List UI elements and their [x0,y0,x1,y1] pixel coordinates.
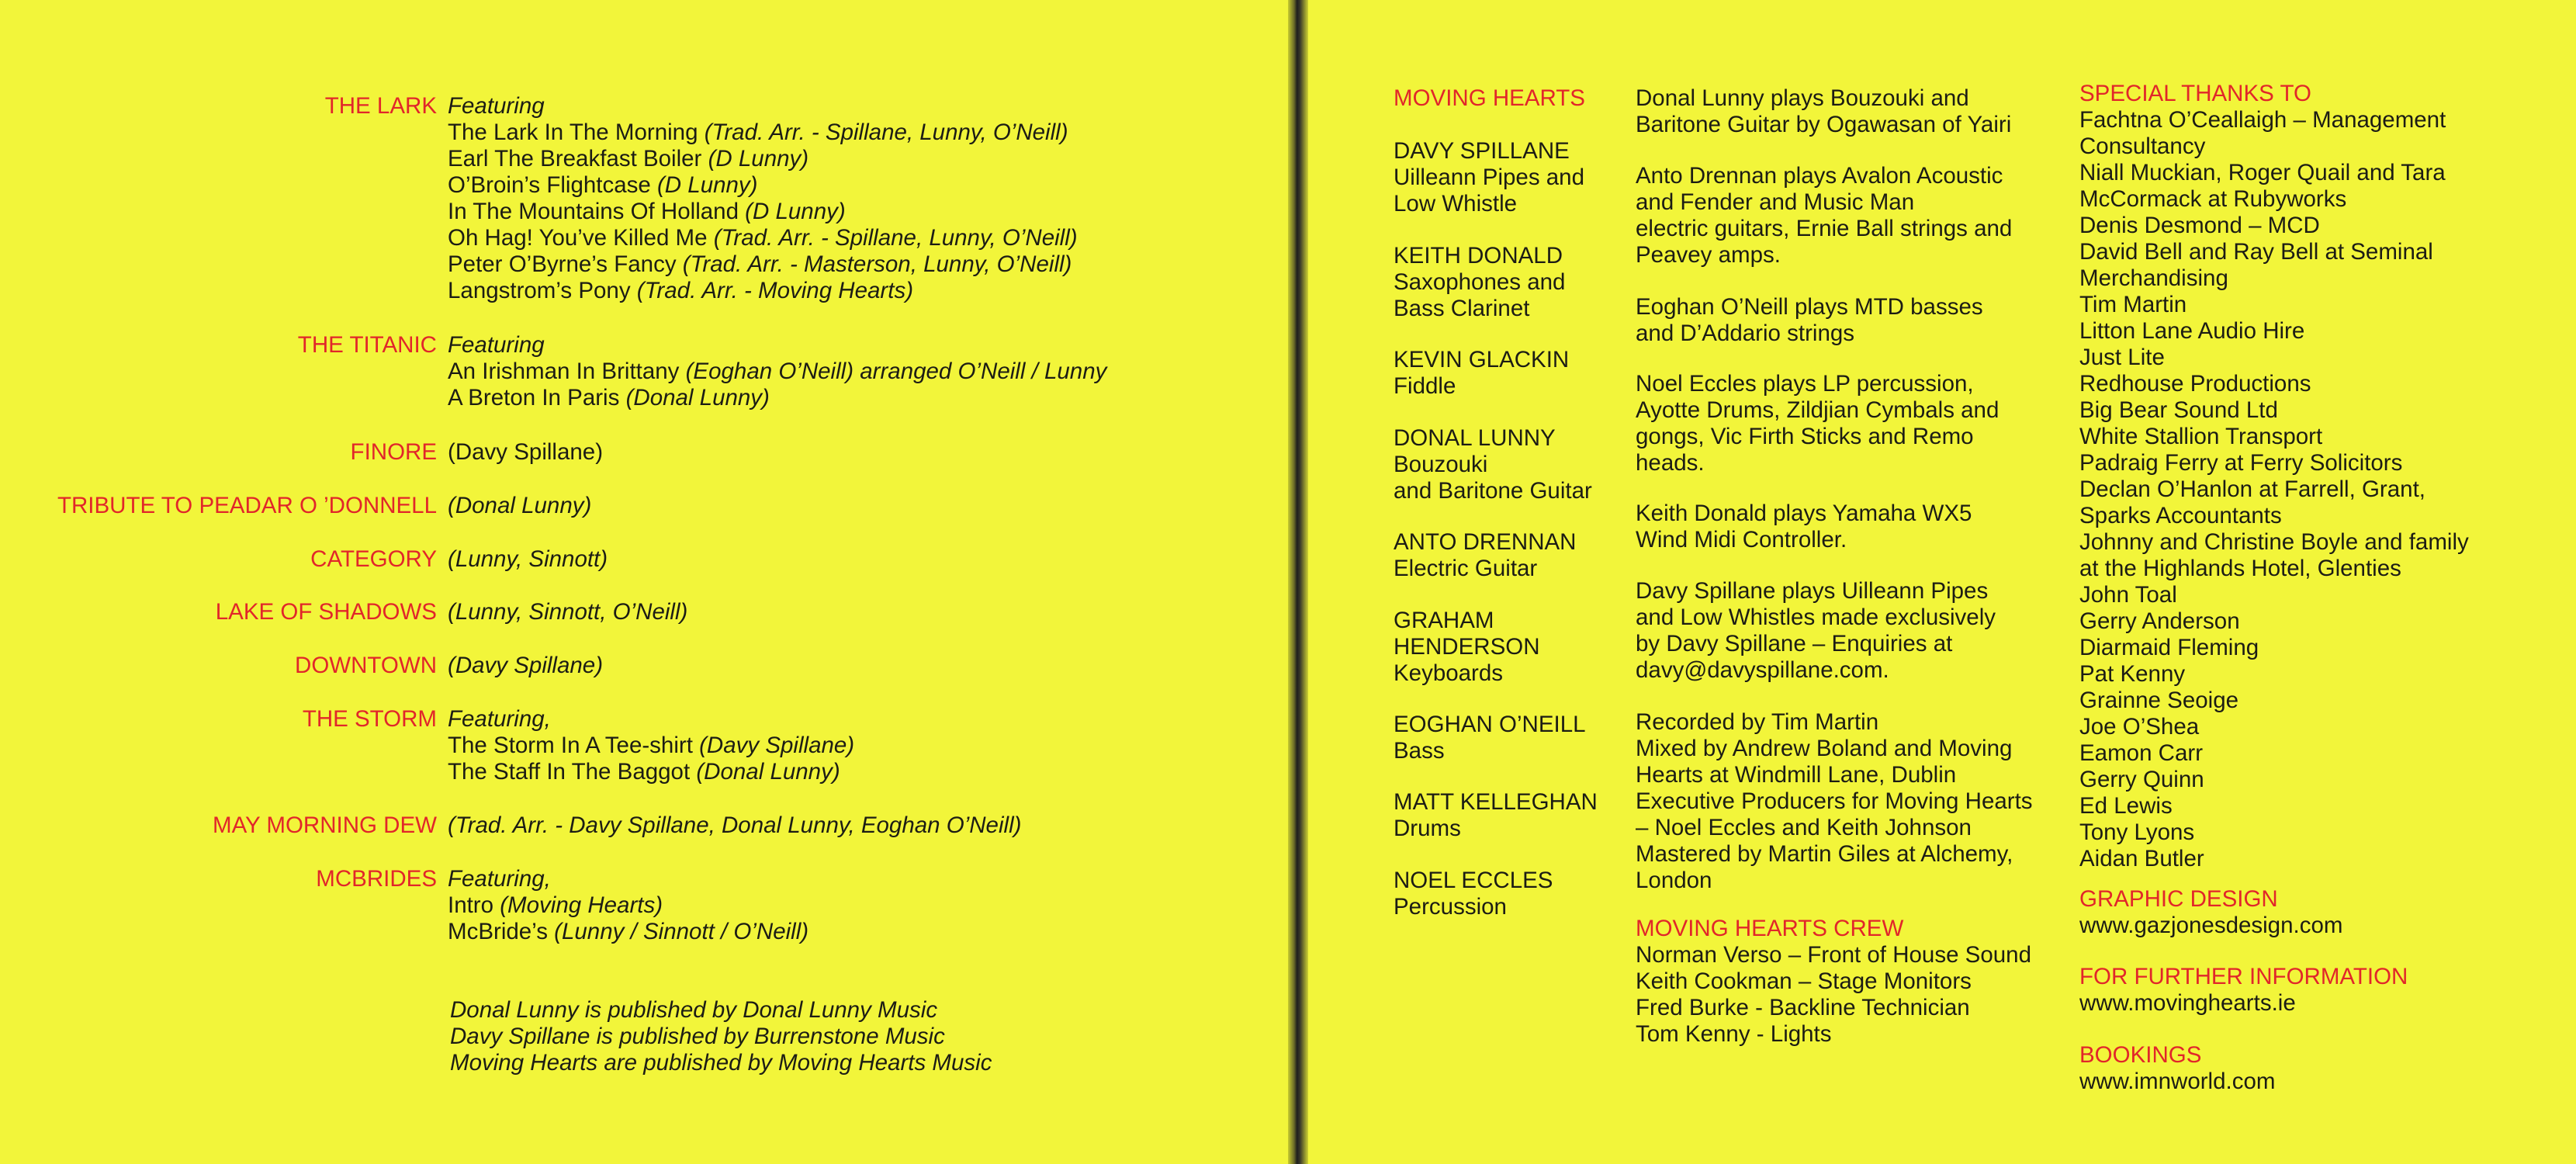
gear-line: Mixed by Andrew Boland and Moving [1636,736,2013,761]
crew-line: Norman Verso – Front of House Sound [1636,942,2031,968]
member-name: HENDERSON [1394,634,1540,660]
thanks-line: Redhouse Productions [2079,371,2311,397]
gear-line: and D’Addario strings [1636,320,1855,346]
crew-section [1636,916,2031,1048]
publisher-line: Donal Lunny is published by Donal Lunny Music [450,997,938,1023]
member-role: Bouzouki [1394,452,1488,477]
member-role: Electric Guitar [1394,556,1538,581]
track-line-text: The Staff In The Baggot [448,759,697,785]
member-name: DAVY SPILLANE [1394,138,1570,164]
gear-line: – Noel Eccles and Keith Johnson [1636,815,1972,840]
track-details [448,93,1078,304]
track-credit: (D Lunny) [745,199,846,224]
track-details [448,332,1106,411]
track-credit: (Trad. Arr. - Davy Spillane, Donal Lunny, Eoghan O’Neill) [448,812,1022,838]
track-title: DOWNTOWN [295,653,437,678]
gear-line: Donal Lunny plays Bouzouki and [1636,85,1969,111]
member-role: Percussion [1394,894,1507,920]
member-davy-spillane [1394,138,1584,217]
crew-line: Keith Cookman – Stage Monitors [1636,968,1972,994]
track-title: TRIBUTE TO PEADAR O ’DONNELL [57,493,437,518]
thanks-line: Gerry Anderson [2079,608,2240,634]
member-role: Bass [1394,738,1445,764]
track-line-text: Intro [448,892,500,918]
gear-note [1636,163,2012,268]
thanks-line: Padraig Ferry at Ferry Solicitors [2079,450,2403,476]
track-line-text: Earl The Breakfast Boiler [448,146,708,171]
gear-line: Wind Midi Controller. [1636,527,1847,553]
track-line-text: Featuring, [448,866,551,892]
graphic-design-section [2079,886,2342,939]
member-name: DONAL LUNNY [1394,425,1556,451]
track-details [448,653,603,679]
track-credit: (Davy Spillane) [699,733,855,758]
info-heading: FOR FURTHER INFORMATION [2079,964,2408,989]
production-credits [1636,709,2033,894]
crew-line: Tom Kenny - Lights [1636,1021,1832,1047]
publisher-line: Davy Spillane is published by Burrenstone Music [450,1024,945,1049]
bookings-link[interactable]: www.imnworld.com [2079,1069,2276,1094]
track-line-text: A Breton In Paris [448,385,626,411]
gear-note [1636,578,1996,684]
member-eoghan-oneill [1394,712,1586,764]
gear-line: Baritone Guitar by Ogawasan of Yairi [1636,112,2012,137]
member-role: Saxophones and [1394,269,1566,295]
gear-line: Keith Donald plays Yamaha WX5 [1636,501,1972,526]
track-credit: (Donal Lunny) [448,493,592,518]
track-credit: (Lunny, Sinnott) [448,546,608,572]
gear-line: Executive Producers for Moving Hearts [1636,788,2033,814]
member-role: and Baritone Guitar [1394,478,1592,504]
thanks-heading: SPECIAL THANKS TO [2079,81,2311,106]
thanks-line: McCormack at Rubyworks [2079,186,2347,212]
track-line-text: (Davy Spillane) [448,439,604,465]
thanks-line: Johnny and Christine Boyle and family [2079,529,2469,555]
track-line-text: Featuring [448,332,545,358]
thanks-line: Pat Kenny [2079,661,2186,687]
bookings-section [2079,1042,2275,1095]
track-credit: (Donal Lunny) [625,385,770,411]
thanks-line: Tim Martin [2079,292,2187,317]
track-credit: (Trad. Arr. - Masterson, Lunny, O’Neill) [682,251,1072,277]
right-page [1308,0,2576,1164]
member-role: Uilleann Pipes and [1394,165,1584,190]
track-details [448,706,854,785]
thanks-line: Litton Lane Audio Hire [2079,318,2305,344]
publisher-line: Moving Hearts are published by Moving Hearts Music [450,1050,992,1076]
gear-line: by Davy Spillane – Enquiries at [1636,631,1953,656]
thanks-line: White Stallion Transport [2079,424,2323,449]
thanks-line: Declan O’Hanlon at Farrell, Grant, [2079,476,2425,502]
gear-line: electric guitars, Ernie Ball strings and [1636,216,2013,241]
gear-line: gongs, Vic Firth Sticks and Remo [1636,424,1974,449]
gear-line: Eoghan O’Neill plays MTD basses [1636,294,1983,320]
member-role: Low Whistle [1394,191,1518,217]
member-name: NOEL ECCLES [1394,868,1553,893]
gear-line: London [1636,868,1712,893]
track-line-text: In The Mountains Of Holland [448,199,746,224]
thanks-line: John Toal [2079,582,2177,608]
gear-line: Noel Eccles plays LP percussion, [1636,371,1974,397]
track-title: MAY MORNING DEW [213,812,437,838]
gear-line: davy@davyspillane.com. [1636,657,1889,683]
track-title: CATEGORY [310,546,437,572]
member-anto-drennan [1394,529,1576,582]
track-title: THE TITANIC [297,332,437,358]
thanks-line: Grainne Seoige [2079,688,2239,713]
track-line-text: Peter O’Byrne’s Fancy [448,251,683,277]
track-credit: (D Lunny) [656,172,758,198]
thanks-line: Aidan Butler [2079,846,2204,871]
design-link[interactable]: www.gazjonesdesign.com [2079,913,2343,938]
track-credit: (Davy Spillane) [448,653,604,678]
track-details [448,546,608,573]
thanks-line: Fachtna O’Ceallaigh – Management [2079,107,2446,133]
track-credit: (Trad. Arr. - Spillane, Lunny, O’Neill) [704,120,1068,145]
track-credit: (Moving Hearts) [500,892,663,918]
thanks-line: Gerry Quinn [2079,767,2204,792]
track-line-text: The Storm In A Tee-shirt [448,733,700,758]
track-credit: (Trad. Arr. - Spillane, Lunny, O’Neill) [713,225,1078,251]
member-keith-donald [1394,243,1565,322]
gear-line: and Fender and Music Man [1636,189,1915,215]
further-info-section [2079,964,2408,1017]
member-donal-lunny [1394,425,1592,504]
design-heading: GRAPHIC DESIGN [2079,886,2278,912]
track-line-text: Langstrom’s Pony [448,278,637,303]
band-heading: MOVING HEARTS [1394,85,1585,111]
publisher-notes [450,997,992,1076]
thanks-line: Big Bear Sound Ltd [2079,397,2278,423]
track-title: THE LARK [324,93,437,119]
gear-line: Davy Spillane plays Uilleann Pipes [1636,578,1989,604]
gear-line: Anto Drennan plays Avalon Acoustic [1636,163,2003,189]
gear-note [1636,501,1972,553]
thanks-line: Sparks Accountants [2079,503,2282,528]
track-details [448,439,603,466]
track-details [448,493,591,519]
thanks-line: Consultancy [2079,133,2206,159]
thanks-line: Diarmaid Fleming [2079,635,2259,660]
thanks-line: Joe O’Shea [2079,714,2200,740]
member-role: Keyboards [1394,660,1504,686]
member-name: MATT KELLEGHAN [1394,789,1598,815]
track-title: MCBRIDES [316,866,437,892]
track-details [448,599,687,625]
track-line-text: An Irishman In Brittany [448,359,686,384]
member-name: KEVIN GLACKIN [1394,347,1570,372]
thanks-line: at the Highlands Hotel, Glenties [2079,556,2401,581]
bookings-heading: BOOKINGS [2079,1042,2202,1068]
thanks-line: Niall Muckian, Roger Quail and Tara [2079,160,2446,185]
track-credit: (Donal Lunny) [696,759,840,785]
gear-line: heads. [1636,450,1705,476]
info-link[interactable]: www.movinghearts.ie [2079,990,2296,1016]
track-title: THE STORM [302,706,437,732]
track-line-text: Oh Hag! You’ve Killed Me [448,225,714,251]
thanks-line: Merchandising [2079,265,2228,291]
track-line-text: Featuring, [448,706,551,732]
thanks-line: Tony Lyons [2079,819,2195,845]
thanks-line: David Bell and Ray Bell at Seminal [2079,239,2433,265]
member-name: ANTO DRENNAN [1394,529,1577,555]
crew-line: Fred Burke - Backline Technician [1636,995,1970,1020]
thanks-line: Just Lite [2079,345,2165,370]
track-credit: (Trad. Arr. - Moving Hearts) [636,278,914,303]
track-details [448,866,808,945]
member-kevin-glackin [1394,347,1569,400]
track-line-text: The Lark In The Morning [448,120,705,145]
track-details [448,812,1021,839]
gear-line: Mastered by Martin Giles at Alchemy, [1636,841,2013,867]
thanks-line: Ed Lewis [2079,793,2173,819]
thanks-line: Denis Desmond – MCD [2079,213,2320,238]
crew-heading: MOVING HEARTS CREW [1636,916,1904,941]
track-line-text: McBride’s [448,919,555,944]
gear-line: Hearts at Windmill Lane, Dublin [1636,762,1957,788]
track-credit: (Lunny, Sinnott, O’Neill) [448,599,688,625]
member-graham-henderson [1394,608,1540,687]
gear-line: Ayotte Drums, Zildjian Cymbals and [1636,397,2000,423]
member-matt-kelleghan [1394,789,1598,842]
track-credit: (Eoghan O’Neill) arranged O’Neill / Lunny [685,359,1107,384]
member-role: Fiddle [1394,373,1456,399]
booklet-spine [1288,0,1308,1164]
track-title: LAKE OF SHADOWS [215,599,437,625]
gear-line: and Low Whistles made exclusively [1636,605,1996,630]
track-credit: (Lunny / Sinnott / O’Neill) [554,919,809,944]
member-name: KEITH DONALD [1394,243,1563,268]
gear-line: Recorded by Tim Martin [1636,709,1879,735]
member-role: Bass Clarinet [1394,296,1530,321]
gear-line: Peavey amps. [1636,242,1781,268]
member-role: Drums [1394,816,1461,841]
gear-note [1636,371,1999,476]
thanks-section [2079,81,2469,872]
gear-note [1636,294,1983,347]
thanks-line: Eamon Carr [2079,740,2204,766]
member-name: EOGHAN O’NEILL [1394,712,1586,737]
member-name: GRAHAM [1394,608,1494,633]
member-noel-eccles [1394,868,1553,920]
track-title: FINORE [350,439,437,465]
gear-note [1636,85,2011,138]
track-line-text: Featuring [448,93,545,119]
track-credit: (D Lunny) [708,146,809,171]
track-line-text: O’Broin’s Flightcase [448,172,657,198]
